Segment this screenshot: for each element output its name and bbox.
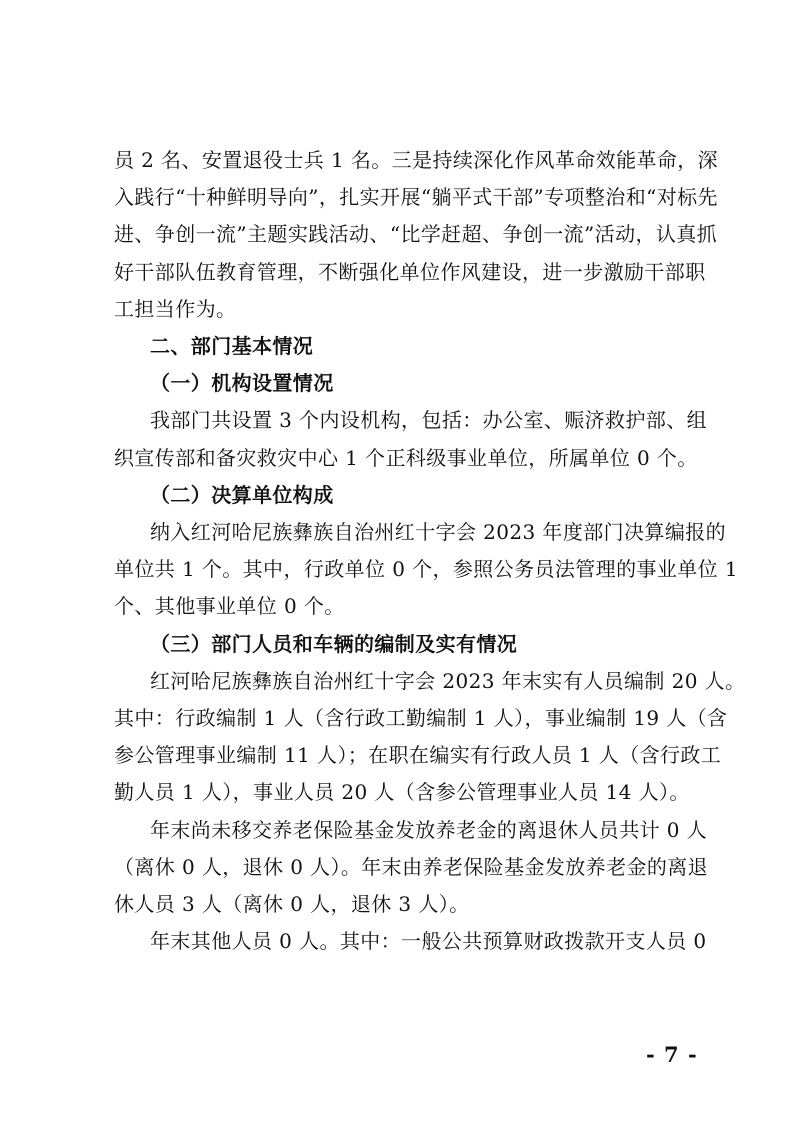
text-line: 其中：行政编制 1 人（含行政工勤编制 1 人），事业编制 19 人（含 xyxy=(114,706,728,731)
text-line: 入践行“十种鲜明导向”，扎实开展“躺平式干部”专项整治和“对标先 xyxy=(114,185,718,210)
text-line: 休人员 3 人（离休 0 人，退休 3 人）。 xyxy=(114,892,470,917)
section-heading-basic-info: 二、部门基本情况 xyxy=(150,334,314,359)
document-body xyxy=(114,142,746,960)
text-line: 勤人员 1 人），事业人员 20 人（含参公管理事业人员 14 人）。 xyxy=(114,780,690,805)
paragraph-work-style xyxy=(114,142,719,328)
text-line: 织宣传部和备灾救灾中心 1 个正科级事业单位，所属单位 0 个。 xyxy=(114,445,698,470)
text-line: 员 2 名、安置退役士兵 1 名。三是持续深化作风革命效能革命，深 xyxy=(114,148,719,172)
text-line: 纳入红河哈尼族彝族自治州红十字会 2023 年度部门决算编报的 xyxy=(150,520,727,545)
text-line: 个、其他事业单位 0 个。 xyxy=(114,594,345,619)
text-line: 我部门共设置 3 个内设机构，包括：办公室、赈济救护部、组 xyxy=(150,408,708,433)
paragraph-staffing xyxy=(114,663,746,812)
subheading-organization: （一）机构设置情况 xyxy=(150,371,334,396)
text-line: 红河哈尼族彝族自治州红十字会 2023 年末实有人员编制 20 人。 xyxy=(150,668,746,693)
text-line: 工担当作为。 xyxy=(114,296,237,321)
subheading-staffing: （三）部门人员和车辆的编制及实有情况 xyxy=(150,631,518,656)
text-line: 进、争创一流”主题实践活动、“比学赶超、争创一流”活动，认真抓 xyxy=(114,222,718,247)
paragraph-retirees xyxy=(114,812,709,924)
text-line: 好干部队伍教育管理，不断强化单位作风建设，进一步激励干部职 xyxy=(114,259,706,284)
text-line: 年末其他人员 0 人。其中：一般公共预算财政拨款开支人员 0 xyxy=(150,929,707,954)
text-line: （离休 0 人，退休 0 人）。年末由养老保险基金发放养老金的离退 xyxy=(114,854,709,879)
page-number: - 7 - xyxy=(646,1042,698,1067)
paragraph-other-staff xyxy=(114,923,707,960)
text-line: 单位共 1 个。其中，行政单位 0 个，参照公务员法管理的事业单位 1 xyxy=(114,557,738,582)
subheading-budget-units: （二）决算单位构成 xyxy=(150,482,334,507)
paragraph-organization xyxy=(114,402,708,476)
text-line: 参公管理事业编制 11 人）；在职在编实有行政人员 1 人（含行政工 xyxy=(114,743,722,768)
text-line: 年末尚未移交养老保险基金发放养老金的离退休人员共计 0 人 xyxy=(150,817,708,842)
paragraph-budget-units xyxy=(114,514,738,626)
